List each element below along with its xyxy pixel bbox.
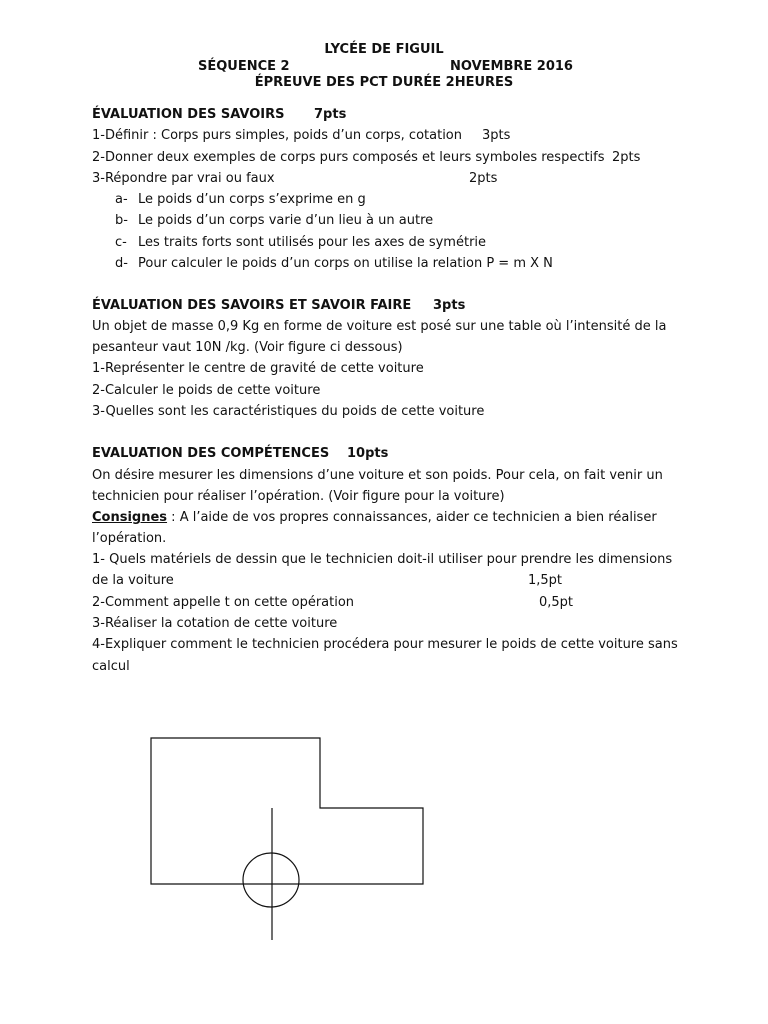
section1-points: 7pts bbox=[314, 107, 347, 122]
s1-item-d-letter: d- bbox=[115, 256, 128, 271]
s1-item-b-letter: b- bbox=[115, 213, 128, 228]
section3-title: EVALUATION DES COMPÉTENCES bbox=[92, 446, 330, 461]
s1-item-c-letter: c- bbox=[115, 235, 127, 250]
s3-question-2: 2-Comment appelle t on cette opération bbox=[92, 595, 355, 610]
s1-item-a-letter: a- bbox=[115, 192, 128, 207]
s1-question-2-points: 2pts bbox=[612, 150, 641, 165]
s3-question-3: 3-Réaliser la cotation de cette voiture bbox=[92, 616, 338, 631]
section3-points: 10pts bbox=[347, 446, 389, 461]
s1-question-1-points: 3pts bbox=[482, 128, 511, 143]
s1-question-1: 1-Définir : Corps purs simples, poids d’un corps, cotation bbox=[92, 128, 462, 143]
s3-question-4-line-1: 4-Expliquer comment le technicien procédera pour mesurer le poids de cette voiture sans bbox=[92, 637, 678, 652]
consignes-label: Consignes bbox=[92, 510, 168, 525]
section2-points: 3pts bbox=[433, 298, 466, 313]
section1-title: ÉVALUATION DES SAVOIRS bbox=[92, 107, 285, 122]
s2-question-3: 3-Quelles sont les caractéristiques du poids de cette voiture bbox=[92, 404, 485, 419]
wheel-circle bbox=[243, 853, 299, 907]
s3-question-1-line-2: de la voiture bbox=[92, 573, 174, 588]
car-outline bbox=[151, 738, 423, 884]
s1-question-2: 2-Donner deux exemples de corps purs composés et leurs symboles respectifs bbox=[92, 150, 605, 165]
s3-question-1-points: 1,5pt bbox=[528, 573, 563, 588]
exam-date: NOVEMBRE 2016 bbox=[450, 59, 573, 74]
consignes-text: : A l’aide de vos propres connaissances, aider ce technicien a bien réaliser bbox=[167, 510, 657, 525]
s2-question-1: 1-Représenter le centre de gravité de cette voiture bbox=[92, 361, 424, 376]
s3-intro-line-2: technicien pour réaliser l’opération. (Voir figure pour la voiture) bbox=[92, 489, 505, 504]
s3-question-2-points: 0,5pt bbox=[539, 595, 574, 610]
school-name: LYCÉE DE FIGUIL bbox=[324, 42, 444, 57]
s2-question-2: 2-Calculer le poids de cette voiture bbox=[92, 383, 321, 398]
s3-consignes-line-2: l’opération. bbox=[92, 531, 167, 546]
s2-intro-line-2: pesanteur vaut 10N /kg. (Voir figure ci dessous) bbox=[92, 340, 403, 355]
s1-item-b-text: Le poids d’un corps varie d’un lieu à un autre bbox=[138, 213, 434, 228]
s1-question-3-points: 2pts bbox=[469, 171, 498, 186]
s3-intro-line-1: On désire mesurer les dimensions d’une voiture et son poids. Pour cela, on fait venir un bbox=[92, 468, 663, 483]
section2-title: ÉVALUATION DES SAVOIRS ET SAVOIR FAIRE bbox=[92, 298, 412, 313]
s1-item-d-text: Pour calculer le poids d’un corps on utilise la relation P = m X N bbox=[138, 256, 553, 271]
sequence-label: SÉQUENCE 2 bbox=[198, 59, 290, 74]
s1-question-3: 3-Répondre par vrai ou faux bbox=[92, 171, 275, 186]
s3-question-1-line-1: 1- Quels matériels de dessin que le technicien doit-il utiliser pour prendre les dimensions bbox=[92, 552, 673, 567]
exam-title: ÉPREUVE DES PCT DURÉE 2HEURES bbox=[254, 75, 514, 90]
s3-question-4-line-2: calcul bbox=[92, 659, 130, 674]
s2-intro-line-1: Un objet de masse 0,9 Kg en forme de voiture est posé sur une table où l’intensité de la bbox=[92, 319, 667, 334]
s1-item-a-text: Le poids d’un corps s’exprime en g bbox=[138, 192, 366, 207]
s1-item-c-text: Les traits forts sont utilisés pour les axes de symétrie bbox=[138, 235, 487, 250]
